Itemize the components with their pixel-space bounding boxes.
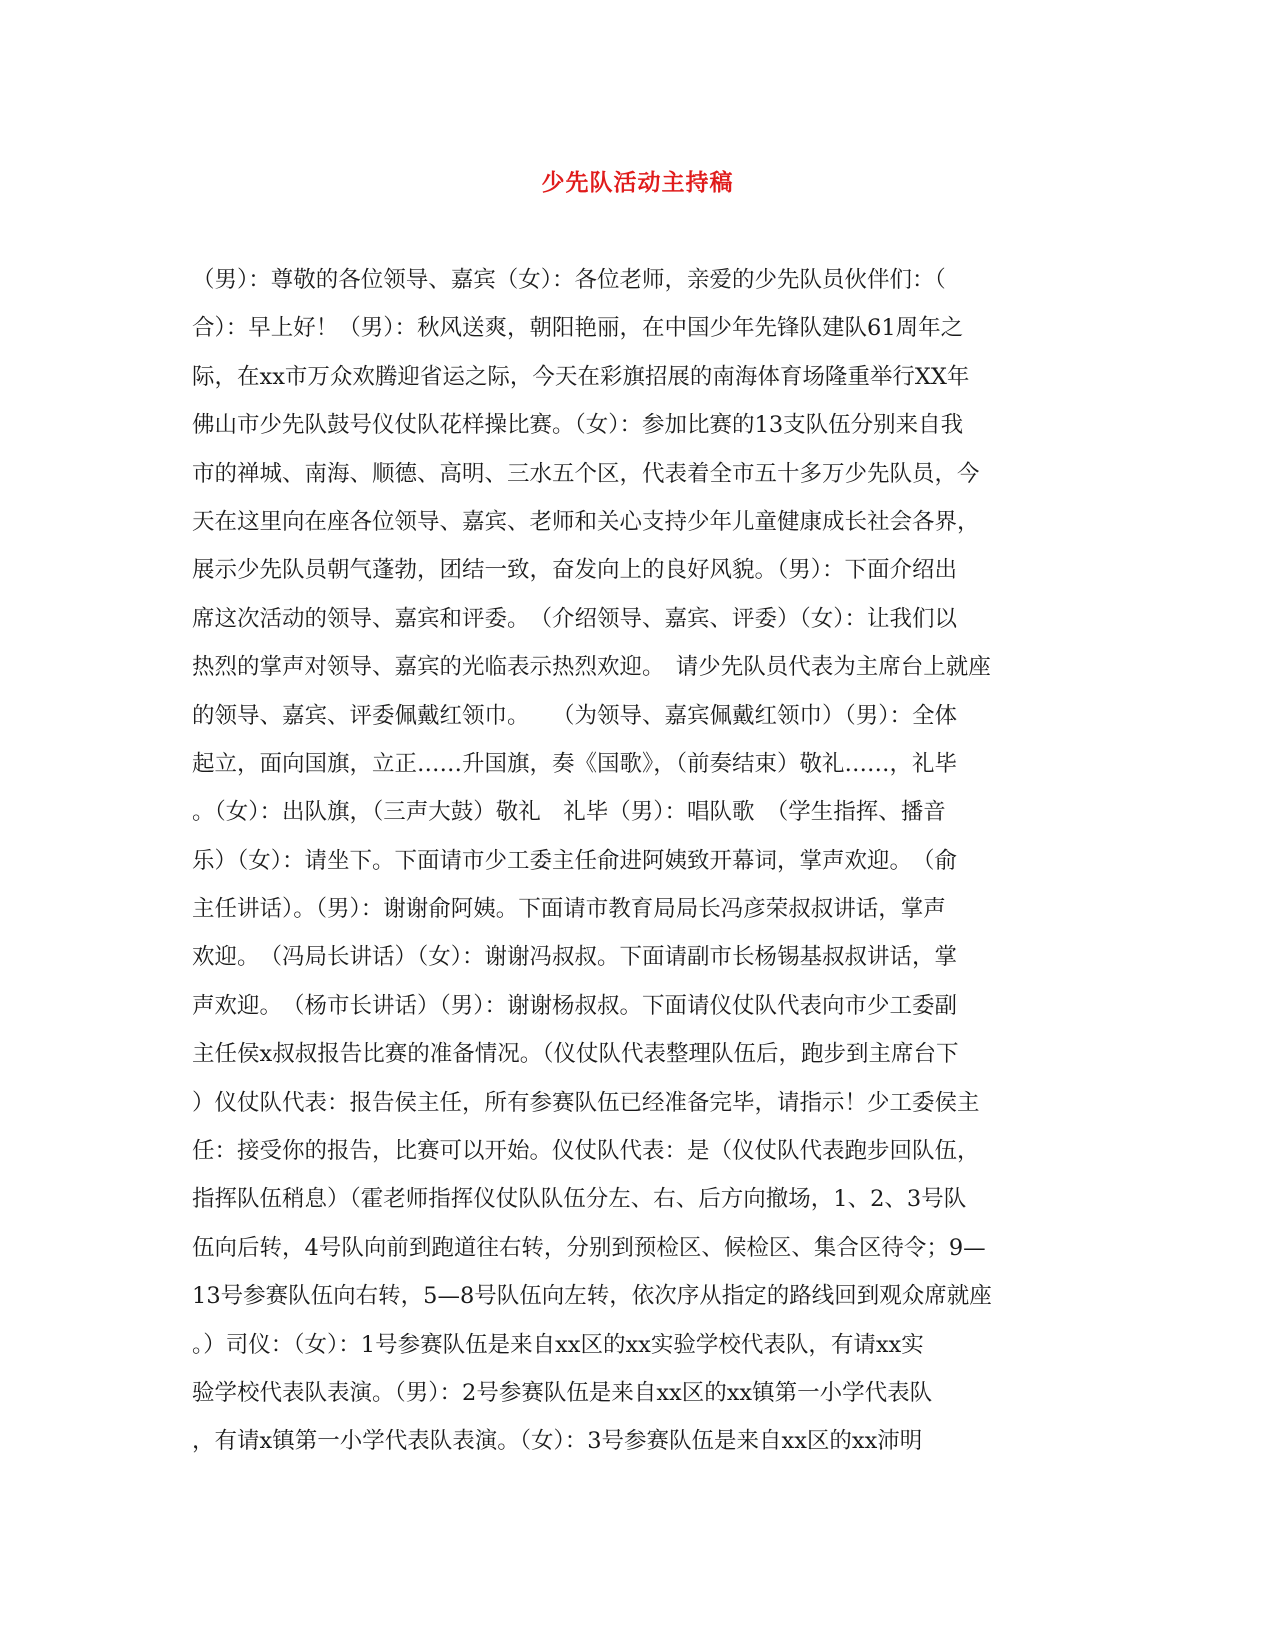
body-line: 欢迎。 （冯局长讲话）（女）：谢谢冯叔叔。下面请副市长杨锡基叔叔讲话，掌 — [192, 944, 958, 971]
body-line: 伍向后转，4号队向前到跑道往右转，分别到预检区、候检区、集合区待令；9— — [192, 1234, 986, 1261]
body-line: 佛山市少先队鼓号仪仗队花样操比赛。（女）：参加比赛的13支队伍分别来自我 — [192, 412, 964, 439]
body-line: 展示少先队员朝气蓬勃，团结一致，奋发向上的良好风貌。（男）：下面介绍出 — [192, 557, 958, 584]
body-line: 乐）（女）：请坐下。下面请市少工委主任俞进阿姨致开幕词，掌声欢迎。 （俞 — [192, 847, 958, 874]
body-line: ）仪仗队代表：报告侯主任，所有参赛队伍已经准备完毕，请指示！少工委侯主 — [192, 1089, 980, 1116]
document-title: 少先队活动主持稿 — [541, 169, 734, 196]
body-line: 天在这里向在座各位领导、嘉宾、老师和关心支持少年儿童健康成长社会各界， — [192, 508, 980, 535]
body-line: 市的禅城、南海、顺德、高明、三水五个区，代表着全市五十多万少先队员，今 — [192, 460, 980, 487]
body-line: 。（女）：出队旗，（三声大鼓）敬礼 礼毕（男）：唱队歌 （学生指挥、播音 — [192, 799, 946, 826]
body-line: 指挥队伍稍息）（霍老师指挥仪仗队队伍分左、右、后方向撤场，1、2、3号队 — [192, 1186, 967, 1213]
body-line: 合）：早上好！（男）：秋风送爽，朝阳艳丽，在中国少年先锋队建队61周年之 — [192, 315, 964, 342]
document-body — [192, 256, 1078, 1466]
body-line: 席这次活动的领导、嘉宾和评委。 （介绍领导、嘉宾、评委）（女）：让我们以 — [192, 605, 958, 632]
body-line: （男）：尊敬的各位领导、嘉宾（女）：各位老师，亲爱的少先队员伙伴们：（ — [192, 267, 946, 293]
body-line: 验学校代表队表演。（男）：2号参赛队伍是来自xx区的xx镇第一小学代表队 — [192, 1379, 933, 1406]
body-line: 主任讲话）。（男）：谢谢俞阿姨。下面请市教育局局长冯彦荣叔叔讲话，掌声 — [192, 896, 946, 923]
body-line: 13号参赛队伍向右转，5—8号队伍向左转，依次序从指定的路线回到观众席就座 — [192, 1283, 992, 1310]
body-line: 主任侯x叔叔报告比赛的准备情况。（仪仗队代表整理队伍后，跑步到主席台下 — [192, 1041, 959, 1068]
body-line: 热烈的掌声对领导、嘉宾的光临表示热烈欢迎。 请少先队员代表为主席台上就座 — [192, 654, 991, 681]
body-line: 任：接受你的报告，比赛可以开始。仪仗队代表：是（仪仗队代表跑步回队伍， — [192, 1138, 980, 1165]
body-line: 起立，面向国旗，立正……升国旗，奏《国歌》，（前奏结束）敬礼……，礼毕 — [192, 750, 958, 777]
body-line: 。）司仪：（女）：1号参赛队伍是来自xx区的xx实验学校代表队，有请xx实 — [192, 1331, 924, 1358]
body-line: 的领导、嘉宾、评委佩戴红领巾。 （为领导、嘉宾佩戴红领巾）（男）：全体 — [192, 702, 958, 729]
body-line: 声欢迎。 （杨市长讲话）（男）：谢谢杨叔叔。下面请仪仗队代表向市少工委副 — [192, 992, 958, 1019]
body-line: ，有请x镇第一小学代表队表演。（女）：3号参赛队伍是来自xx区的xx沛明 — [192, 1428, 923, 1455]
body-line: 际，在xx市万众欢腾迎省运之际，今天在彩旗招展的南海体育场隆重举行XX年 — [192, 363, 970, 390]
